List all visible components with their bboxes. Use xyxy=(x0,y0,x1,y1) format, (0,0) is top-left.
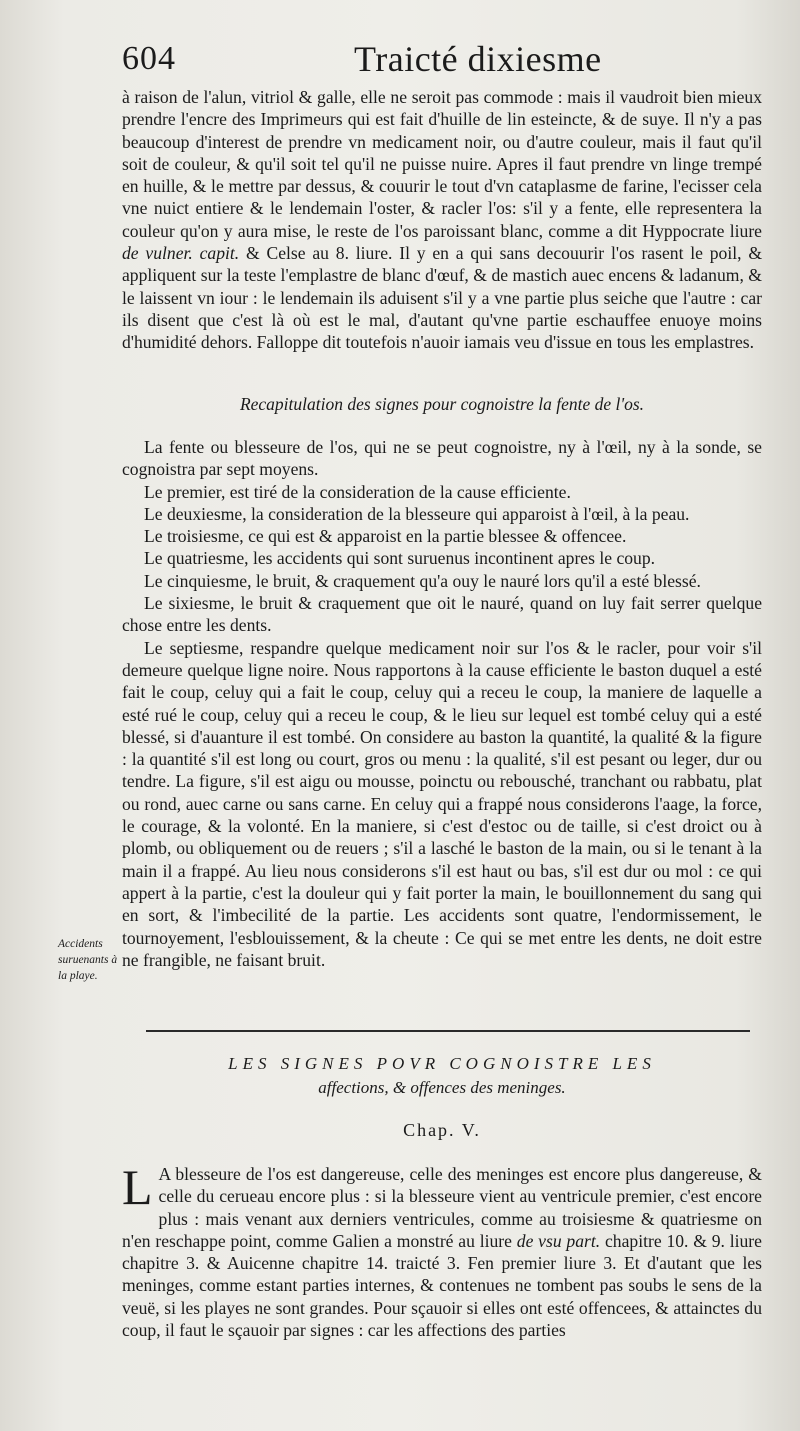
chapter-text-a: A blesseure de l'os est dangereuse, celle des meninges est encore plus dangereuse, & celle du cerueau encore plus : si la blesseure vient au ventricule premier, c'est encore plus : mais venant aux derniers ventricules, comme au troisiesme & quatriesme on n'en reschappe point, comme Galien a monstré au liure xyxy=(122,1164,762,1251)
section-title xyxy=(122,1052,762,1100)
chapter-heading: Chap. V. xyxy=(403,1120,481,1140)
margin-note: Accidents suruenants à la playe. xyxy=(58,938,118,982)
intro-citation: de vulner. capit. xyxy=(122,243,240,264)
drop-cap: L xyxy=(122,1159,153,1215)
page-number: 604 xyxy=(122,40,176,77)
chapter-body xyxy=(122,1159,762,1341)
intro-body: Il n'y a pas beaucoup d'interest de prendre vn medicament noir, ou d'autre couleur, mais il faut qu'il soit de couleur, & qu'il soit tel qu'il ne puisse nuire. Apres il faut prendre vn linge trempé en huille, & le mettre par dessus, & couurir le tout d'vn cataplasme de farine, l'ecisser cela vne nuict entiere & le lendemain l'oster, & racler l'os: s'il y a fente, elle representera la couleur qu'on y aura mise, le reste de l'os paroissant blanc, comme a dit Hyppocrate liure xyxy=(122,109,762,241)
recap-item: Le quatriesme, les accidents qui sont suruenus incontinent apres le coup. xyxy=(144,548,656,569)
recap-lead: La fente ou blesseure de l'os, qui ne se peut cognoistre, ny à l'œil, ny à la sonde, se cognoistra par sept moyens. xyxy=(122,437,762,480)
recap-heading: Recapitulation des signes pour cognoistre la fente de l'os. xyxy=(239,394,645,414)
section-divider xyxy=(146,1030,750,1032)
page-header xyxy=(122,38,780,86)
chapter-citation: de vsu part. xyxy=(516,1230,601,1251)
recap-section xyxy=(122,436,762,971)
recap-item: Le premier, est tiré de la consideration de la cause efficiente. xyxy=(144,481,571,502)
section-title-caps: LES SIGNES POVR COGNOISTRE LES xyxy=(228,1054,656,1073)
recap-item: Le cinquiesme, le bruit, & craquement qu'a ouy le nauré lors qu'il a esté blessé. xyxy=(144,570,701,591)
section-title-rest: affections, & offences des meninges. xyxy=(318,1078,566,1097)
chapter-text-b: chapitre 10. & 9. liure chapitre 3. & Auicenne chapitre 14. traicté 3. Fen premier liure 3. Et d'autant que les meninges, comme estant parties internes, & contenues ne tombent pas soubs le sens de la veuë, si les playes ne sont grandes. Pour sçauoir si elles ont esté offencees, & attainctes du coup, il faut le sçauoir par signes : car les affections des parties xyxy=(122,1230,762,1341)
intro-paragraph xyxy=(122,86,762,354)
recap-seventh: Le septiesme, respandre quelque medicament noir sur l'os & le racler, pour voir s'il demeure quelque ligne noire. Nous rapportons à la cause efficiente le baston duquel a esté fait le coup, celuy qui a fait le coup, celuy qui a receu le coup, la maniere de laquelle a esté rué le coup, celuy qui a receu le coup, & le lieu sur lequel est tombé celuy qui a esté blessé, si d'auanture il est tombé. On considere au baston la quantité, la qualité & la figure : la quantité s'il est long ou court, gros ou menu : la qualité, s'il est pesant ou leger, dur ou tendre. La figure, s'il est aigu ou mousse, poinctu ou rebousché, tranchant ou rabbatu, plat ou rond, auec carne ou sans carne. En celuy qui a frappé nous considerons l'aage, la force, le courage, & la volonté. En la maniere, si c'est d'estoc ou de taille, si c'est droict ou à plomb, ou obliquement ou de reuers ; s'il a lasché le baston de la main, ou si le tenant à la main il a frappé. Au lieu nous considerons s'il est haut ou bas, s'il est dur ou mol : ce qui appert à la partie, c'est la douleur qui y fait porter la main, le bouillonnement du sang qui en sort, & l'imbecilité de la partie. Les accidents sont quatre, l'endormissement, le tournoyement, l'esblouissement, & la cheute : Ce qui se met entre les dents, ne doit estre ne frangible, ne faisant bruit. xyxy=(122,637,762,970)
intro-line-1: à raison de l'alun, vitriol & galle, elle ne seroit pas commode : mais il vaudroit bien mieux prendre l'encre des Imprimeurs qui est fait d'huille de lin esteincte, & de suye. xyxy=(122,87,762,130)
intro-end: & Celse au 8. liure. Il y en a qui sans decouurir l'os rasent le poil, & appliquent sur la teste l'emplastre de blanc d'œuf, & de mastich auec encens & ladanum, & le laissent vn iour : le lendemain ils aduisent s'il y a vne partie plus seiche que l'autre : car ils disent que c'est là où est le mal, d'autant qu'vne partie eschauffee enuoye moins d'humidité dehors. Falloppe dit toutefois n'auoir iamais veu d'issue en tous les emplastres. xyxy=(122,243,763,353)
recap-item: Le deuxiesme, la consideration de la blesseure qui apparoist à l'œil, à la peau. xyxy=(144,503,690,524)
recap-item: Le sixiesme, le bruit & craquement que oit le nauré, quand on luy fait serrer quelque chose entre les dents. xyxy=(122,593,762,636)
recap-item: Le troisiesme, ce qui est & apparoist en la partie blessee & offencee. xyxy=(144,526,627,547)
running-title: Traicté dixiesme xyxy=(354,39,602,79)
